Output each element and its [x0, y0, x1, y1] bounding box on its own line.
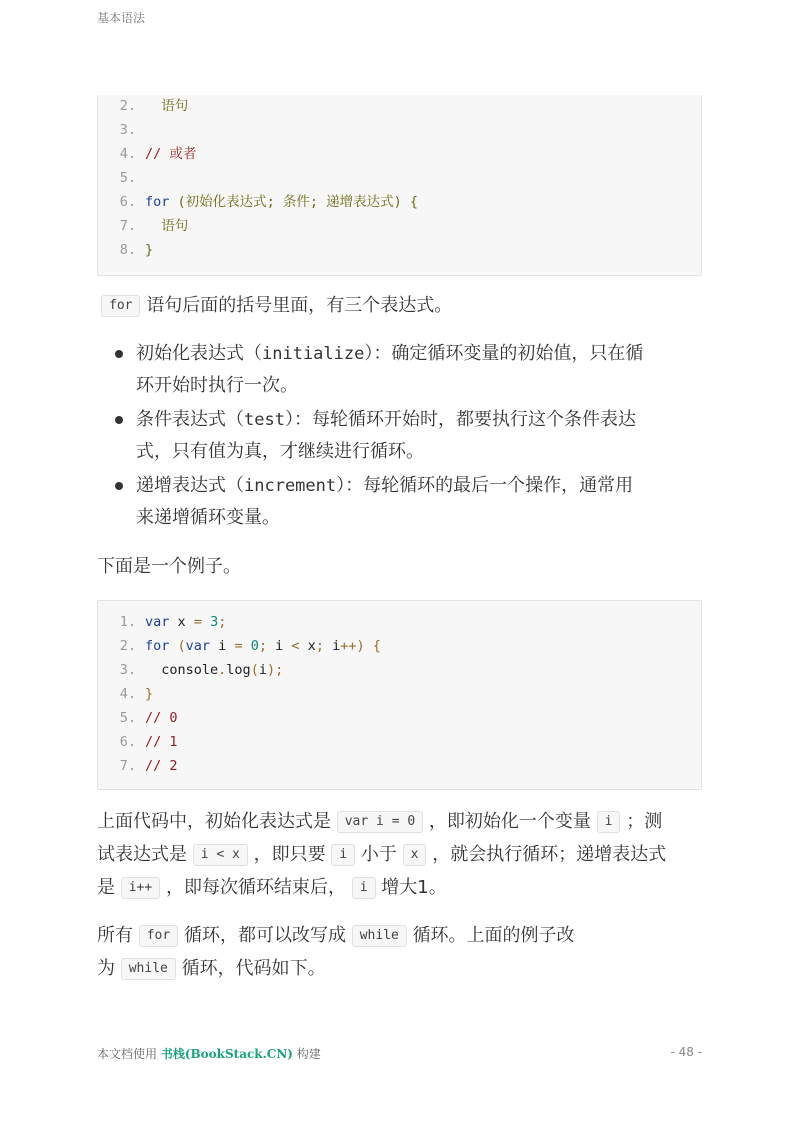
line-number: 3. [119, 122, 136, 138]
code-text: for (初始化表达式; 条件; 递增表达式) { [145, 194, 419, 210]
inline-code: i [331, 844, 355, 866]
line-number: 4. [119, 686, 136, 702]
inline-code: initialize [262, 344, 365, 364]
code-block-example [97, 600, 702, 790]
bullet-dot [115, 350, 123, 358]
line-number: 7. [119, 218, 136, 234]
bookstack-link[interactable]: 书栈(BookStack.CN) [160, 1047, 293, 1061]
code-text: } [145, 242, 154, 258]
inline-code: i < x [193, 844, 248, 866]
list-item-line: 递增表达式（increment）：每轮循环的最后一个操作，通常用 [136, 475, 634, 496]
inline-code: test [244, 410, 285, 430]
paragraph-line: 试表达式是 i < x ，即只要 i 小于 x ，就会执行循环；递增表达式 [97, 844, 667, 865]
code-text: 语句 [145, 218, 189, 234]
code-text: console.log(i); [145, 662, 284, 678]
inline-code: i [597, 811, 621, 833]
code-text: 语句 [145, 98, 189, 114]
code-text: // 或者 [145, 146, 197, 162]
running-header: 基本语法 [97, 11, 146, 25]
list-item-line: 来递增循环变量。 [136, 507, 280, 528]
line-number: 7. [119, 758, 136, 774]
paragraph-text: 语句后面的括号里面，有三个表达式。 [146, 295, 453, 316]
code-text: // 2 [145, 758, 178, 774]
inline-code: for [101, 295, 140, 317]
list-item-line: 初始化表达式（initialize）：确定循环变量的初始值，只在循 [136, 343, 644, 364]
code-text: var x = 3; [145, 614, 227, 630]
list-item-line: 条件表达式（test）：每轮循环开始时，都要执行这个条件表达 [136, 409, 636, 430]
paragraph-line: 所有 for 循环，都可以改写成 while 循环。上面的例子改 [97, 925, 575, 946]
bullet-dot [115, 482, 123, 490]
list-item-line: 环开始时执行一次。 [136, 375, 298, 396]
line-number: 5. [119, 170, 136, 186]
page-number: - 48 - [670, 1045, 702, 1059]
line-number: 1. [119, 614, 136, 630]
line-number: 5. [119, 710, 136, 726]
bullet-dot [115, 416, 123, 424]
paragraph-example-intro: 下面是一个例子。 [97, 556, 241, 577]
inline-code: var i = 0 [337, 811, 423, 833]
paragraph-line: 为 while 循环，代码如下。 [97, 958, 326, 979]
inline-code: i++ [121, 877, 160, 899]
line-number: 4. [119, 146, 136, 162]
line-number: 2. [119, 98, 136, 114]
code-text: for (var i = 0; i < x; i++) { [145, 638, 381, 654]
code-text: // 0 [145, 710, 178, 726]
paragraph-line: 上面代码中，初始化表达式是 var i = 0 ，即初始化一个变量 i ；测 [97, 811, 663, 832]
code-text: // 1 [145, 734, 178, 750]
inline-code: increment [244, 476, 337, 496]
line-number: 6. [119, 194, 136, 210]
footer-credit: 本文档使用 书栈(BookStack.CN) 构建 [97, 1047, 321, 1061]
line-number: 8. [119, 242, 136, 258]
inline-code: while [352, 925, 407, 947]
inline-code: for [139, 925, 178, 947]
paragraph-line: 是 i++ ，即每次循环结束后， i 增大1。 [97, 877, 447, 898]
line-number: 2. [119, 638, 136, 654]
list-item-line: 式，只有值为真，才继续进行循环。 [136, 441, 424, 462]
inline-code: x [403, 844, 427, 866]
line-number: 6. [119, 734, 136, 750]
inline-code: i [352, 877, 376, 899]
code-block-for-syntax [97, 95, 702, 276]
inline-code: while [121, 958, 176, 980]
code-text: } [145, 686, 154, 702]
paragraph-for-expressions [101, 290, 452, 322]
line-number: 3. [119, 662, 136, 678]
